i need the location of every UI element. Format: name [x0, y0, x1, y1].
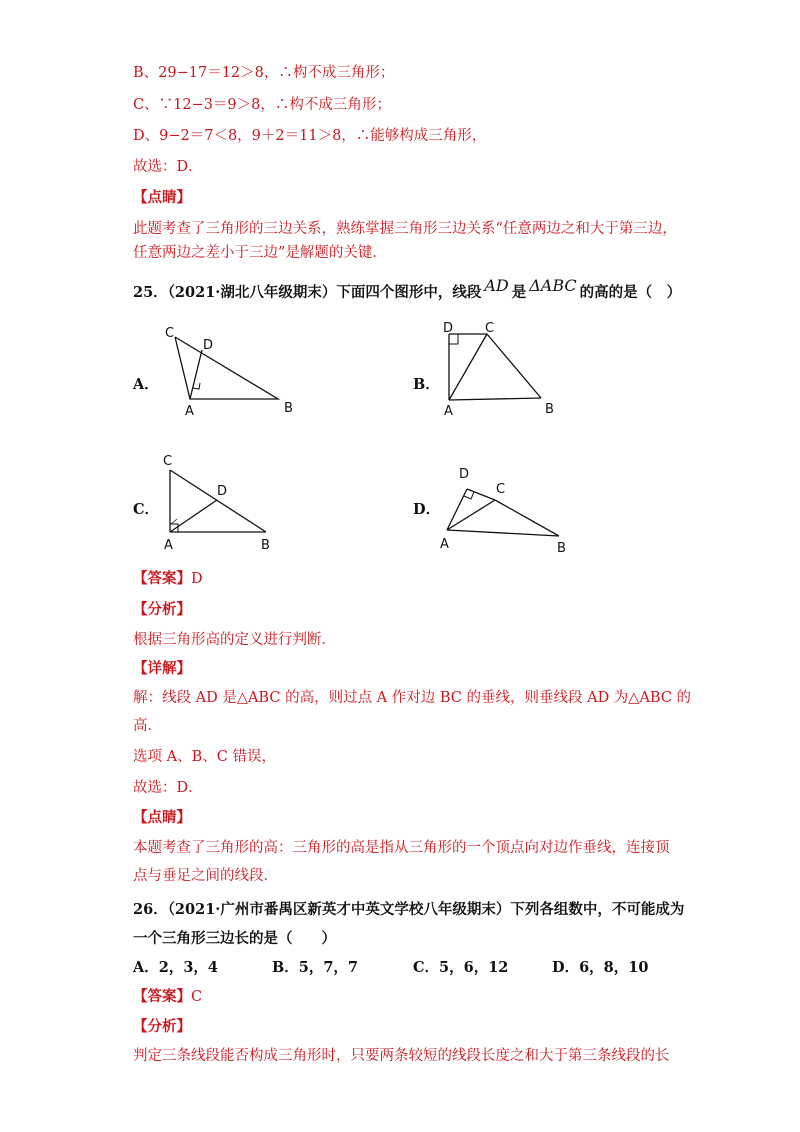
q26-option-c: C．5，6，12	[413, 959, 509, 976]
q25-tip-text-2: 点与垂足之间的线段．	[133, 868, 278, 884]
stem-part-a: 下面四个图形中，线段	[336, 284, 482, 301]
question-26-stem-line-2: 一个三角形三边长的是（ ）	[133, 930, 336, 947]
figure-option-b	[435, 318, 575, 427]
option-c-label: C．	[133, 501, 160, 518]
figure-option-c	[160, 448, 290, 557]
q26-option-d: D．6，8，10	[552, 959, 649, 976]
analysis-heading: 【分析】	[133, 601, 191, 618]
solution-line-c: C、∵12−3＝9＞8，∴构不成三角形；	[133, 97, 391, 113]
fig-c-label-d: D	[217, 484, 228, 499]
detail-text-3: 选项 A、B、C 错误，	[133, 749, 276, 765]
detail-text-2: 高．	[133, 718, 162, 734]
tip-text-1: 此题考查了三角形的三边关系，熟练掌握三角形三边关系“任意两边之和大于第三边，	[133, 221, 677, 237]
fig-b-label-b: B	[545, 402, 554, 417]
detail-heading: 【详解】	[133, 660, 191, 677]
question-number: 26．	[133, 901, 168, 918]
solution-line-b: B、29−17＝12＞8，∴构不成三角形；	[133, 65, 395, 81]
answer-heading: 【答案】	[133, 570, 191, 587]
fig-c-label-a: A	[164, 538, 173, 553]
answer-value: D	[191, 571, 203, 587]
question-source: （2021·广州市番禺区新英才中英文学校八年级期末）	[167, 901, 511, 918]
tip-heading: 【点睛】	[133, 189, 191, 206]
stem-part-a: 下列各组数中，不可能成为	[510, 901, 685, 918]
figure-option-d	[435, 462, 580, 561]
fig-d-label-d: D	[459, 467, 470, 482]
tip-text-2: 任意两边之差小于三边”是解题的关键．	[133, 245, 387, 261]
fig-a-label-c: C	[165, 326, 175, 341]
figure-option-a	[160, 325, 310, 424]
q26-analysis-heading: 【分析】	[133, 1018, 191, 1035]
fig-a-label-d: D	[203, 338, 214, 353]
q25-tip-heading: 【点睛】	[133, 809, 191, 826]
stem-part-b: 是	[511, 284, 527, 301]
fig-b-label-d: D	[443, 321, 454, 336]
fig-b-label-a: A	[444, 404, 453, 419]
analysis-text: 根据三角形高的定义进行判断．	[133, 632, 336, 648]
segment-ad: AD	[484, 276, 509, 295]
q26-answer-line	[133, 987, 202, 1007]
option-a-label: A．	[133, 376, 159, 393]
fig-b-label-c: C	[485, 321, 495, 336]
solution-line-d: D、9−2＝7＜8，9＋2＝11＞8，∴能够构成三角形，	[133, 128, 487, 144]
detail-text-1: 解：线段 AD 是△ABC 的高，则过点 A 作对边 BC 的垂线，则垂线段 AD 为△ABC 的	[133, 690, 692, 706]
fig-d-label-a: A	[440, 537, 449, 552]
q26-option-a: A．2，3，4	[133, 959, 219, 976]
q25-tip-text-1: 本题考查了三角形的高：三角形的高是指从三角形的一个顶点向对边作垂线，连接顶	[133, 840, 670, 856]
fig-a-label-b: B	[284, 401, 293, 416]
fig-d-label-c: C	[496, 482, 506, 497]
fig-c-label-b: B	[261, 538, 270, 553]
option-b-label: B．	[413, 376, 440, 393]
q26-analysis-text: 判定三条线段能否构成三角形时，只要两条较短的线段长度之和大于第三条线段的长	[133, 1048, 670, 1064]
question-source: （2021·湖北八年级期末）	[167, 284, 337, 301]
solution-choose: 故选：D．	[133, 159, 203, 175]
fig-a-label-a: A	[185, 404, 194, 419]
fig-d-label-b: B	[557, 541, 566, 556]
q25-choose: 故选：D．	[133, 780, 203, 796]
option-d-label: D．	[413, 501, 441, 518]
q25-answer-line	[133, 569, 203, 589]
question-number: 25．	[133, 284, 168, 301]
stem-part-c: 的高的是（ ）	[579, 284, 682, 301]
question-25-stem	[133, 276, 682, 303]
triangle-abc: ΔABC	[529, 276, 577, 295]
fig-c-label-c: C	[163, 454, 173, 469]
question-26-stem-line-1	[133, 900, 684, 920]
q26-option-b: B．5，7，7	[272, 959, 359, 976]
answer-value: C	[191, 989, 203, 1005]
answer-heading: 【答案】	[133, 988, 191, 1005]
